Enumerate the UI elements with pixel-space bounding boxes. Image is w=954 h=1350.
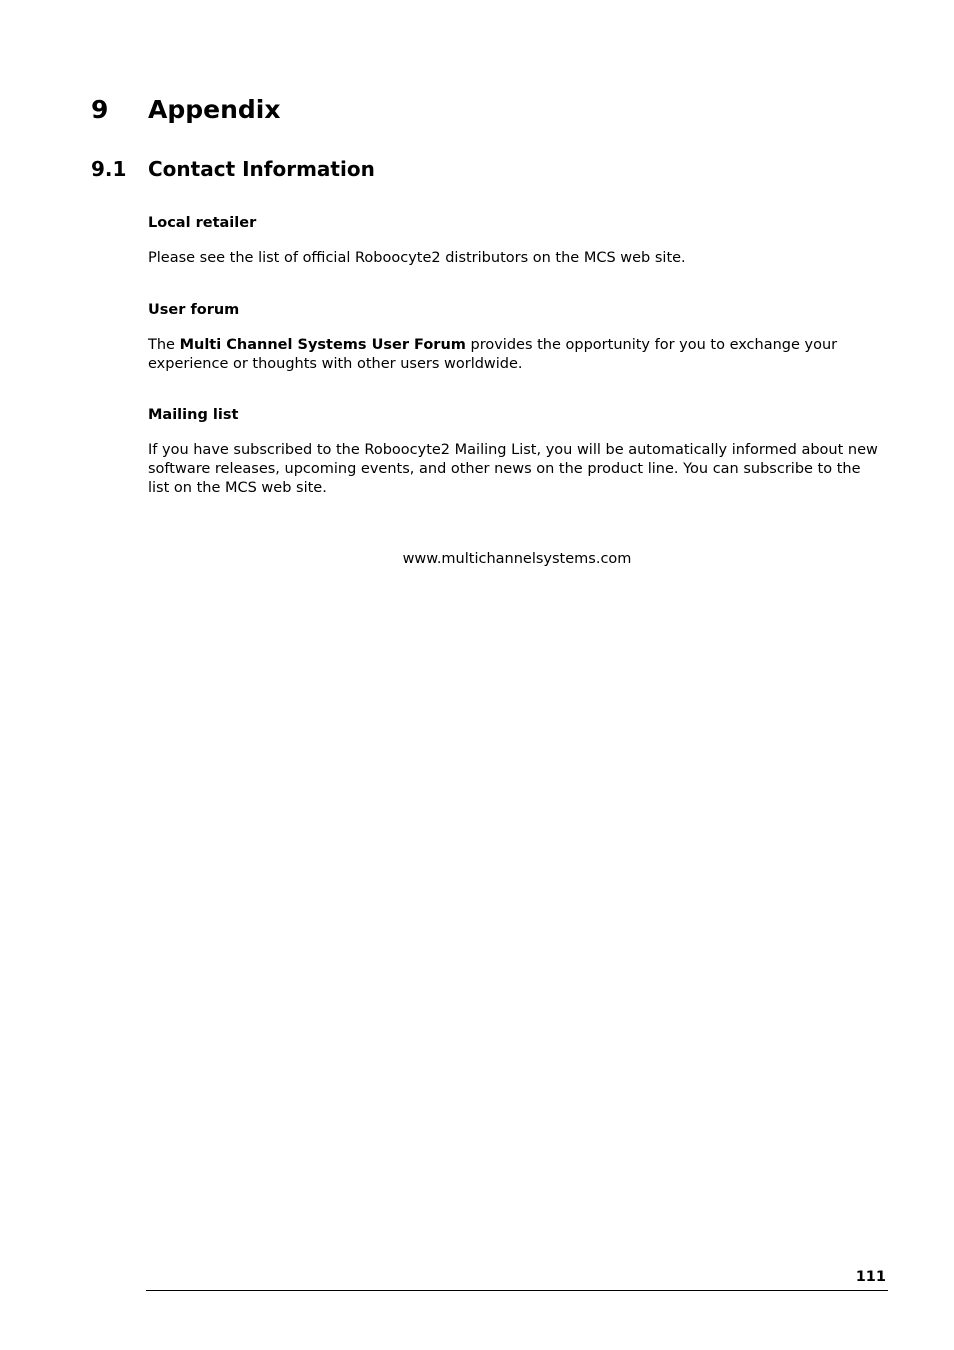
local-retailer-text: Please see the list of official Roboocyte2 distributors on the MCS web site. [148,250,686,266]
website-url[interactable]: www.multichannelsystems.com [402,551,632,567]
user-forum-text [148,336,878,374]
mailing-list-text: If you have subscribed to the Roboocyte2 Mailing List, you will be automatically informed about new software releases, upcoming events, and other news on the product line. You can subscribe to the list on the MCS web site. [148,442,878,496]
footer-divider [146,1290,888,1291]
chapter-heading [91,94,280,126]
page-number: 111 [855,1269,886,1285]
user-forum-text-end: provides the opportunity for you to exchange your experience or thoughts with other users worldwide. [148,337,838,372]
section-heading [91,155,375,183]
user-forum-name: Multi Channel Systems User Forum [179,337,466,353]
section-title: Contact Information [148,157,375,181]
local-retailer-heading: Local retailer [148,215,257,231]
section-number: 9.1 [91,157,127,181]
user-forum-heading: User forum [148,302,240,318]
mailing-list-heading: Mailing list [148,407,239,423]
chapter-title: Appendix [148,95,281,124]
chapter-number: 9 [91,95,109,124]
user-forum-text-start: The [148,337,180,353]
